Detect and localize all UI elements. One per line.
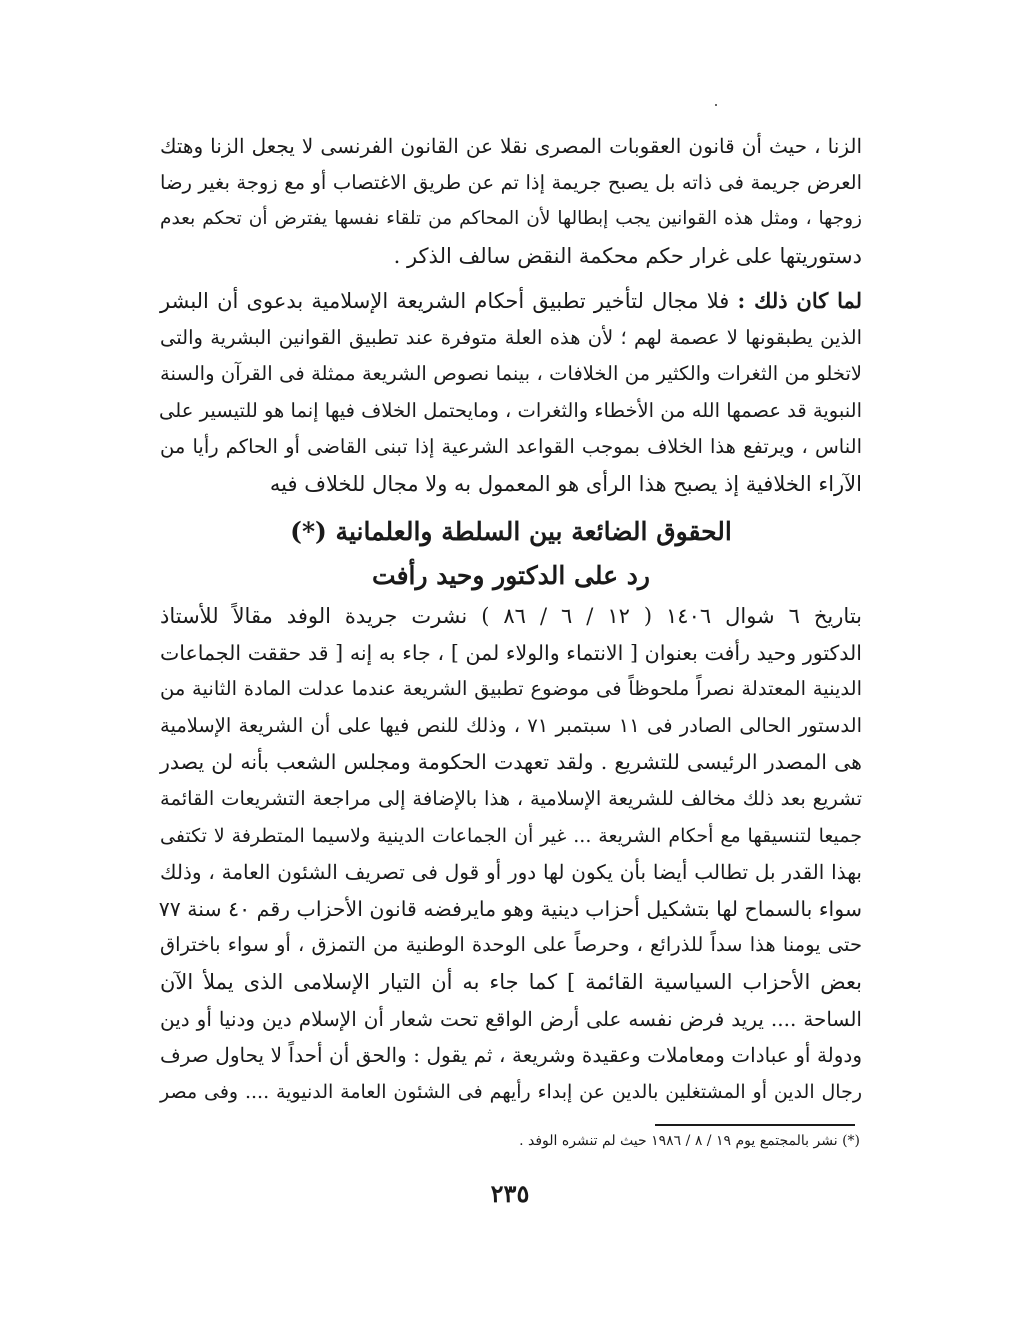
paragraph-line: الدكتور وحيد رأفت بعنوان [ الانتماء والولاء لمن ] ، جاء به إنه [ قد حققت الجماعات	[160, 640, 862, 665]
scan-speck	[715, 104, 717, 106]
paragraph-line: هى المصدر الرئيسى للتشريع . ولقد تعهدت الحكومة ومجلس الشعب بأنه لن يصدر	[160, 750, 862, 775]
paragraph-line: الدينية المعتدلة نصراً ملحوظاً فى موضوع تطبيق الشريعة عندما عدلت المادة الثانية من	[160, 677, 862, 701]
paragraph-line: رجال الدين أو المشتغلين بالدين عن إبداء رأيهم فى الشئون العامة الدنيوية .... وفى مصر	[160, 1080, 862, 1103]
paragraph-line: ودولة أو عبادات ومعاملات وعقيدة وشريعة ، ثم يقول : والحق أن أحداً لا يحاول صرف	[160, 1043, 862, 1068]
paragraph-line: الناس ، ويرتفع هذا الخلاف بموجب القواعد الشرعية إذا تبنى القاضى أو الحاكم رأيا من	[160, 435, 862, 459]
paragraph-line: جميعا لتنسيقها مع أحكام الشريعة ... غير أن الجماعات الدينية ولاسيما المتطرفة لا تكتفى	[160, 824, 862, 847]
paragraph-first-line	[160, 283, 862, 320]
section-title: الحقوق الضائعة بين السلطة والعلمانية (*)	[290, 517, 732, 546]
paragraph-line: حتى يومنا هذا سداً للذرائع ، وحرصاً على الوحدة الوطنية من التمزق ، أو سواء باختراق	[160, 933, 862, 957]
paragraph-lead: لما كان ذلك :	[737, 288, 863, 313]
paragraph-line: لاتخلو من الثغرات والكثير من الخلافات ، بينما نصوص الشريعة ممثلة فى القرآن والسنة	[160, 362, 862, 386]
paragraph-line: سواء بالسماح لها بتشكيل أحزاب دينية وهو مايرفضه قانون الأحزاب رقم ٤٠ سنة ٧٧	[158, 896, 862, 921]
footnote: (*) نشر بالمجتمع يوم ١٩ / ٨ / ١٩٨٦ حيث لم تنشره الوفد .	[519, 1133, 860, 1149]
paragraph-line: الساحة .... يريد فرض نفسه على أرض الواقع تحت شعار أن الإسلام دين ودنيا أو دين	[160, 1006, 862, 1031]
paragraph-line: النبوية قد عصمها الله من الأخطاء والثغرات ، ومايحتمل الخلاف فيها إنما هو للتيسير على	[159, 398, 862, 422]
paragraph-line: زوجها ، ومثل هذه القوانين يجب إبطالها لأن المحاكم من تلقاء نفسها يفترض أن تحكم بعدم	[160, 208, 862, 230]
paragraph-1	[160, 128, 862, 274]
footnote-separator	[655, 1124, 855, 1126]
paragraph-3	[160, 598, 862, 1110]
paragraph-line: بعض الأحزاب السياسية القائمة ] كما جاء به أن التيار الإسلامى الذى يملأ الآن	[160, 969, 862, 994]
paragraph-line: الآراء الخلافية إذ يصبح هذا الرأى هو المعمول به ولا مجال للخلاف فيه	[269, 471, 862, 496]
paragraph-line: دستوريتها على غرار حكم محكمة النقض سالف الذكر .	[393, 243, 862, 268]
section-subtitle: رد على الدكتور وحيد رأفت	[372, 561, 650, 590]
page-number: ٢٣٥	[490, 1179, 530, 1208]
paragraph-line: العرض جريمة فى ذاته بل يصبح جريمة إذا تم عن طريق الاغتصاب أو مع زوجة بغير رضا	[160, 170, 862, 194]
paragraph-line: بهذا القدر بل تطالب أيضا بأن يكون لها دور أو قول فى تصريف الشئون العامة ، وذلك	[160, 860, 862, 885]
paragraph-line: تشريع بعد ذلك مخالف للشريعة الإسلامية ، هذا بالإضافة إلى مراجعة التشريعات القائمة	[160, 786, 862, 810]
paragraph-2	[160, 283, 862, 503]
paragraph-line: الذين يطبقونها لا عصمة لهم ؛ لأن هذه العلة متوفرة عند تطبيق القوانين البشرية والتى	[160, 325, 862, 349]
paragraph-line-rest: فلا مجال لتأخير تطبيق أحكام الشريعة الإسلامية بدعوى أن البشر	[160, 289, 738, 313]
paragraph-line: بتاريخ ٦ شوال ١٤٠٦ ( ١٢ / ٦ / ٨٦ ) نشرت جريدة الوفد مقالاً للأستاذ	[160, 604, 862, 628]
paragraph-line: الزنا ، حيث أن قانون العقوبات المصرى نقلا عن القانون الفرنسى لا يجعل الزنا وهتك	[160, 134, 862, 158]
paragraph-line: الدستور الحالى الصادر فى ١١ سبتمبر ٧١ ، وذلك للنص فيها على أن الشريعة الإسلامية	[160, 713, 862, 737]
